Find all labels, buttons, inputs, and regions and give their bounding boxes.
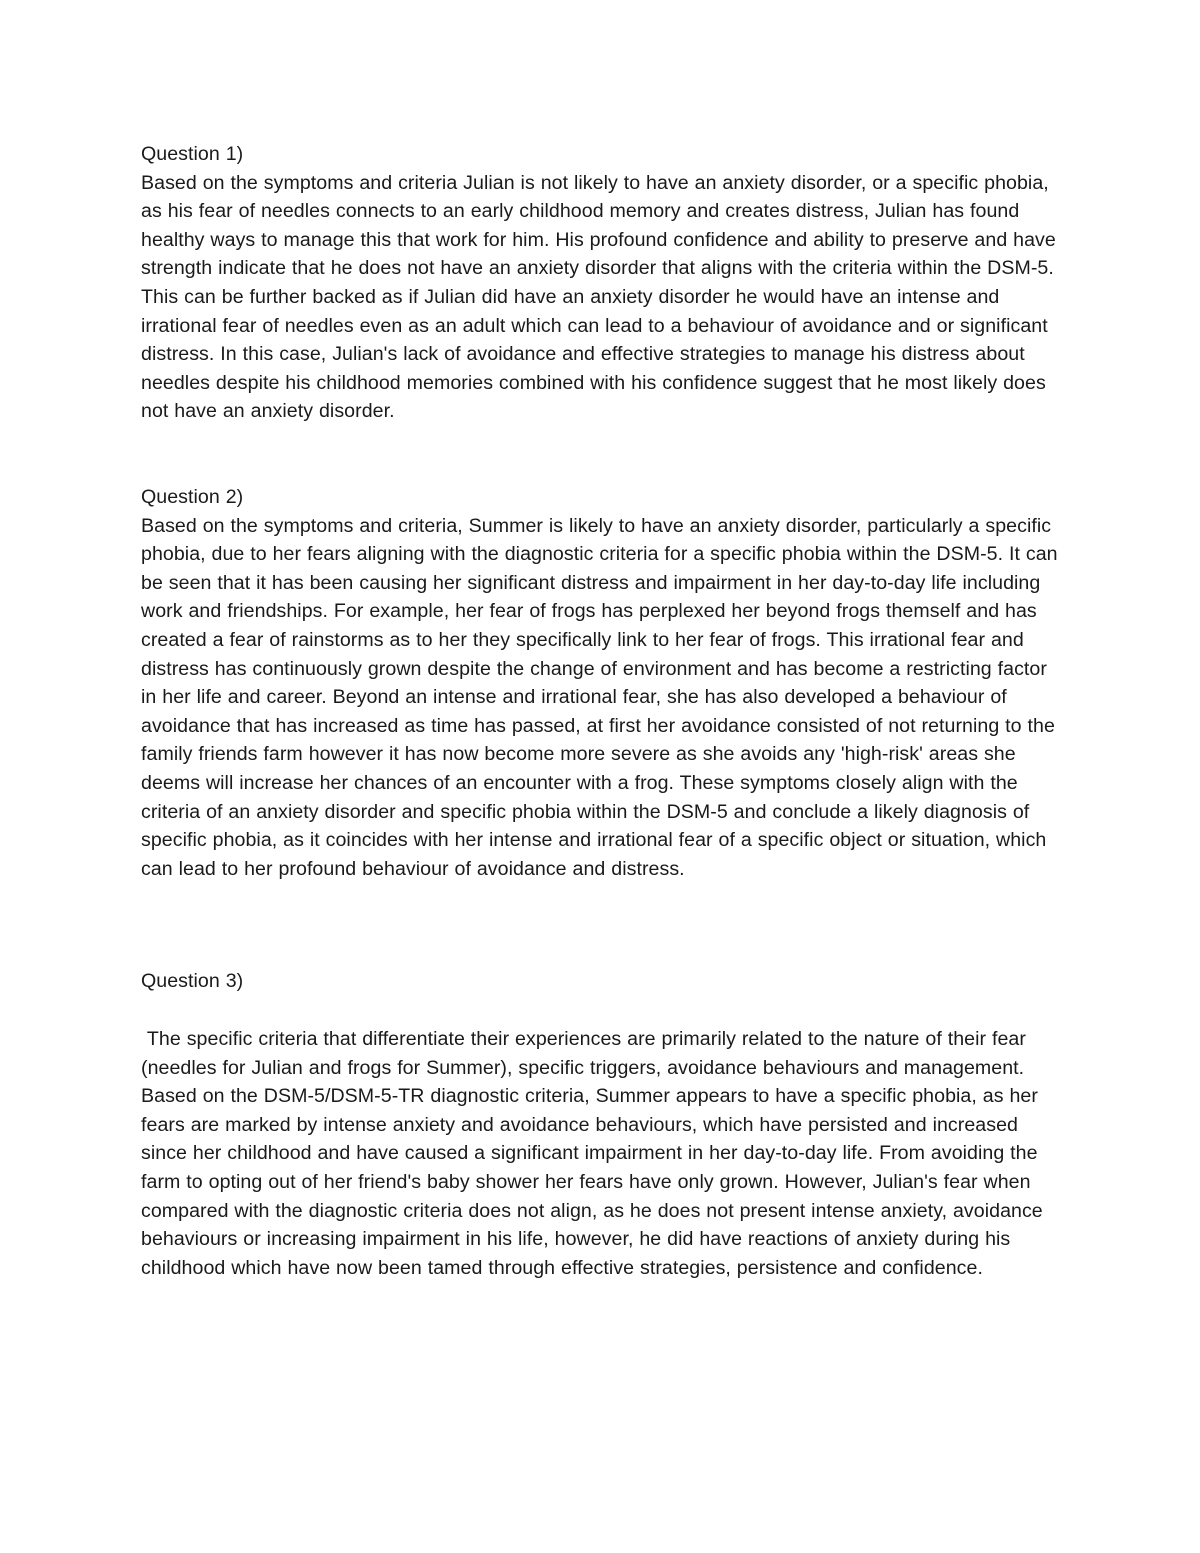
question-2-section [141,483,1066,883]
question-3-heading-block [141,967,1066,996]
question-1-heading: Question 1) [141,143,244,165]
question-2-heading: Question 2) [141,486,244,508]
question-2-answer: Based on the symptoms and criteria, Summer is likely to have an anxiety disorder, particularly a specific phobia, due to her fears aligning with the diagnostic criteria for a specific phobia within the DSM-5. It can be seen that it has been causing her significant distress and impairment in her day-to-day life including work and friendships. For example, her fear of frogs has perplexed her beyond frogs themself and has created a fear of rainstorms as to her they specifically link to her fear of frogs. This irrational fear and distress has continuously grown despite the change of environment and has become a restricting factor in her life and career. Beyond an intense and irrational fear, she has also developed a behaviour of avoidance that has increased as time has passed, at first her avoidance consisted of not returning to the family friends farm however it has now become more severe as she avoids any 'high-risk' areas she deems will increase her chances of an encounter with a frog. These symptoms closely align with the criteria of an anxiety disorder and specific phobia within the DSM-5 and conclude a likely diagnosis of specific phobia, as it coincides with her intense and irrational fear of a specific object or situation, which can lead to her profound behaviour of avoidance and distress. [141,514,1058,880]
question-1-answer: Based on the symptoms and criteria Julian is not likely to have an anxiety disorder, or a specific phobia, as his fear of needles connects to an early childhood memory and creates distress, Julian has found healthy ways to manage this that work for him. His profound confidence and ability to preserve and have strength indicate that he does not have an anxiety disorder that aligns with the criteria within the DSM-5. This can be further backed as if Julian did have an anxiety disorder he would have an intense and irrational fear of needles even as an adult which can lead to a behaviour of avoidance and or significant distress. In this case, Julian's lack of avoidance and effective strategies to manage his distress about needles despite his childhood memories combined with his confidence suggest that he most likely does not have an anxiety disorder. [141,171,1056,423]
question-3-heading: Question 3) [141,970,244,992]
question-1-section [141,140,1066,426]
question-3-section [141,1025,1066,1282]
question-3-answer: The specific criteria that differentiate their experiences are primarily related to the nature of their fear (needles for Julian and frogs for Summer), specific triggers, avoidance behaviours and management. Based on the DSM-5/DSM-5-TR diagnostic criteria, Summer appears to have a specific phobia, as her fears are marked by intense anxiety and avoidance behaviours, which have persisted and increased since her childhood and have caused a significant impairment in her day-to-day life. From avoiding the farm to opting out of her friend's baby shower her fears have only grown. However, Julian's fear when compared with the diagnostic criteria does not align, as he does not present intense anxiety, avoidance behaviours or increasing impairment in his life, however, he did have reactions of anxiety during his childhood which have now been tamed through effective strategies, persistence and confidence. [141,1028,1049,1279]
